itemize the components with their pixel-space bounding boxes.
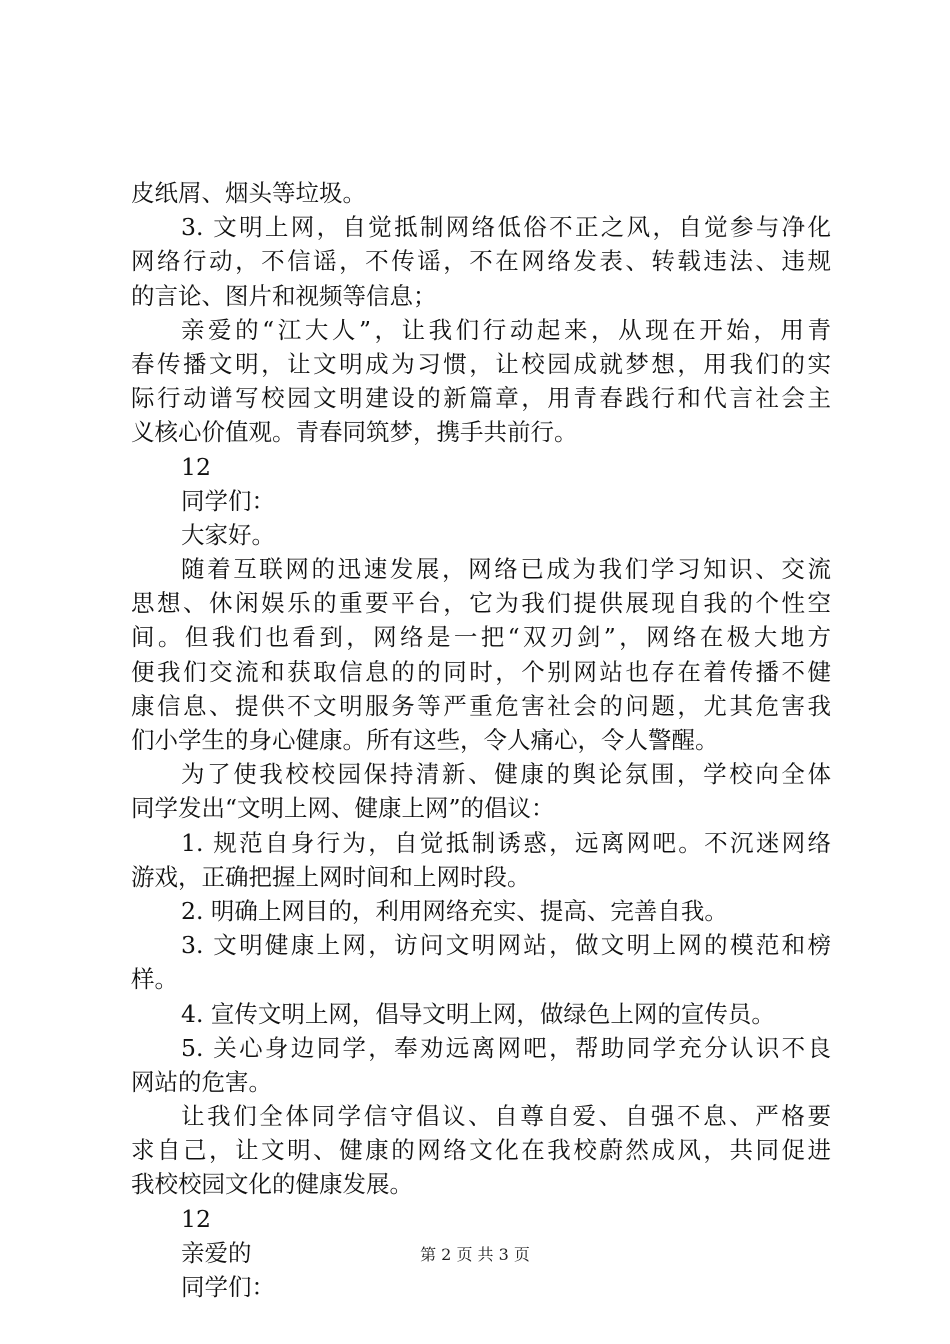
greeting: 大家好。 <box>181 520 275 549</box>
text-line: 样。 <box>131 965 178 994</box>
salutation: 亲爱的 <box>181 1238 252 1267</box>
text-line: 义核心价值观。青春同筑梦，携手共前行。 <box>131 418 578 447</box>
text-line: 随着互联网的迅速发展，网络已成为我们学习知识、交流 <box>181 555 831 584</box>
salutation: 同学们： <box>181 486 275 515</box>
text-line: 亲爱的“江大人”，让我们行动起来，从现在开始，用青 <box>181 315 831 344</box>
salutation: 同学们： <box>181 1273 275 1301</box>
list-item: 4. 宣传文明上网，倡导文明上网，做绿色上网的宣传员。 <box>181 999 775 1028</box>
text-line: 网站的危害。 <box>131 1067 272 1096</box>
text-line: 求自己，让文明、健康的网络文化在我校蔚然成风，共同促进 <box>131 1136 831 1165</box>
text-line: 们小学生的身心健康。所有这些，令人痛心，令人警醒。 <box>131 726 719 754</box>
text-line: 皮纸屑、烟头等垃圾。 <box>131 179 366 207</box>
text-line: 游戏，正确把握上网时间和上网时段。 <box>131 862 531 891</box>
document-body <box>131 176 831 1304</box>
text-line: 际行动谱写校园文明建设的新篇章，用青春践行和代言社会主 <box>131 384 831 413</box>
text-line: 同学发出“文明上网、健康上网”的倡议： <box>131 794 555 823</box>
text-line: 3. 文明上网，自觉抵制网络低俗不正之风，自觉参与净化 <box>181 213 831 242</box>
text-line: 间。但我们也看到，网络是一把“双刃剑”，网络在极大地方 <box>131 623 831 652</box>
list-item: 2. 明确上网目的，利用网络充实、提高、完善自我。 <box>181 896 728 925</box>
list-item: 1. 规范自身行为，自觉抵制诱惑，远离网吧。不沉迷网络 <box>181 828 831 857</box>
list-item: 3. 文明健康上网，访问文明网站，做文明上网的模范和榜 <box>181 931 831 960</box>
text-line: 便我们交流和获取信息的的同时，个别网站也存在着传播不健 <box>131 657 831 686</box>
text-line: 让我们全体同学信守倡议、自尊自爱、自强不息、严格要 <box>181 1102 831 1131</box>
text-line: 康信息、提供不文明服务等严重危害社会的问题，尤其危害我 <box>131 691 831 720</box>
text-line: 网络行动，不信谣，不传谣，不在网络发表、转载违法、违规 <box>131 247 831 276</box>
section-number: 12 <box>181 452 211 481</box>
text-line: 我校校园文化的健康发展。 <box>131 1170 413 1199</box>
text-line: 春传播文明，让文明成为习惯，让校园成就梦想，用我们的实 <box>131 349 831 378</box>
text-line: 为了使我校校园保持清新、健康的舆论氛围，学校向全体 <box>181 760 831 789</box>
section-number: 12 <box>181 1204 211 1233</box>
text-line: 的言论、图片和视频等信息； <box>131 281 437 310</box>
text-line: 思想、休闲娱乐的重要平台，它为我们提供展现自我的个性空 <box>131 589 831 618</box>
list-item: 5. 关心身边同学，奉劝远离网吧，帮助同学充分认识不良 <box>181 1033 831 1062</box>
page-footer: 第 2 页 共 3 页 <box>420 1245 530 1264</box>
